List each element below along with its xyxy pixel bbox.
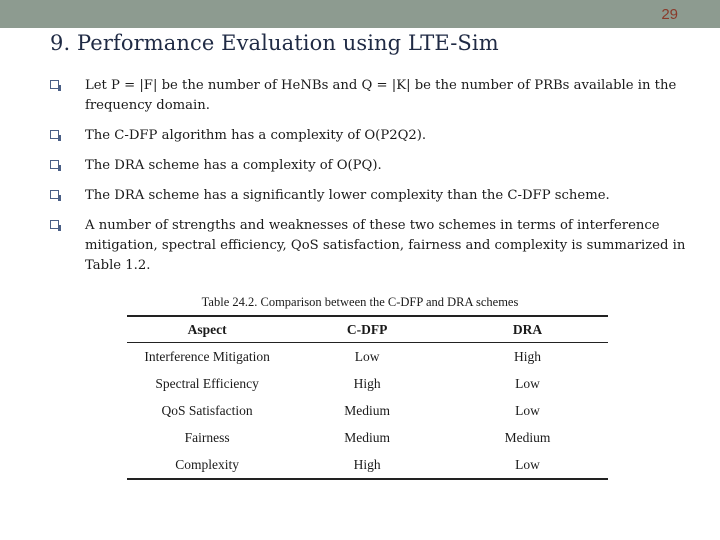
bullet-text: The DRA scheme has a complexity of O(PQ). [85, 158, 382, 173]
table-row [127, 451, 608, 479]
checkbox-bullet-icon [50, 190, 59, 199]
header-aspect: Aspect [127, 316, 287, 343]
cell-dra: Medium [504, 429, 551, 445]
cell-cdfp: Medium [344, 429, 391, 445]
cell-aspect: Interference Mitigation [144, 348, 270, 364]
checkbox-bullet-icon [50, 80, 59, 89]
page-number: 29 [661, 6, 678, 23]
bullet-list [50, 76, 690, 286]
top-bar [0, 0, 720, 28]
cell-dra: Low [515, 375, 540, 391]
table-caption: Table 24.2. Comparison between the C-DFP and DRA schemes [201, 295, 519, 309]
header-dra: DRA [447, 316, 608, 343]
bullet-item [50, 216, 690, 276]
bullet-item [50, 76, 690, 116]
table-row [127, 397, 608, 424]
header-cdfp: C-DFP [287, 316, 447, 343]
slide-title: 9. Performance Evaluation using LTE-Sim [50, 31, 499, 55]
cell-aspect: Complexity [127, 451, 287, 479]
bullet-item [50, 186, 690, 206]
bullet-item [50, 156, 690, 176]
bullet-text: A number of strengths and weaknesses of these two schemes in terms of interference mitigation, spectral efficiency, QoS satisfaction, fairness and complexity is summarized in Table 1.2. [85, 218, 686, 273]
checkbox-bullet-icon [50, 220, 59, 229]
bullet-item [50, 126, 690, 146]
cell-dra: Low [515, 402, 540, 418]
checkbox-bullet-icon [50, 160, 59, 169]
bullet-text: The C-DFP algorithm has a complexity of O(P2Q2). [85, 128, 427, 143]
table-row [127, 424, 608, 451]
cell-dra: Low [447, 451, 608, 479]
table-row [127, 343, 608, 371]
cell-dra: High [514, 348, 542, 364]
cell-cdfp: High [287, 451, 447, 479]
bullet-text: The DRA scheme has a significantly lower complexity than the C-DFP scheme. [85, 188, 610, 203]
cell-cdfp: Medium [344, 402, 391, 418]
comparison-table [127, 315, 608, 480]
cell-aspect: Fairness [184, 429, 230, 445]
checkbox-bullet-icon [50, 130, 59, 139]
cell-aspect: QoS Satisfaction [161, 402, 253, 418]
cell-cdfp: Low [354, 348, 380, 364]
bullet-text: Let P = |F| be the number of HeNBs and Q = |K| be the number of PRBs available in the frequency domain. [85, 78, 677, 113]
table-row [127, 370, 608, 397]
table-header-row [127, 316, 608, 343]
cell-cdfp: High [353, 375, 381, 391]
cell-aspect: Spectral Efficiency [155, 375, 259, 391]
